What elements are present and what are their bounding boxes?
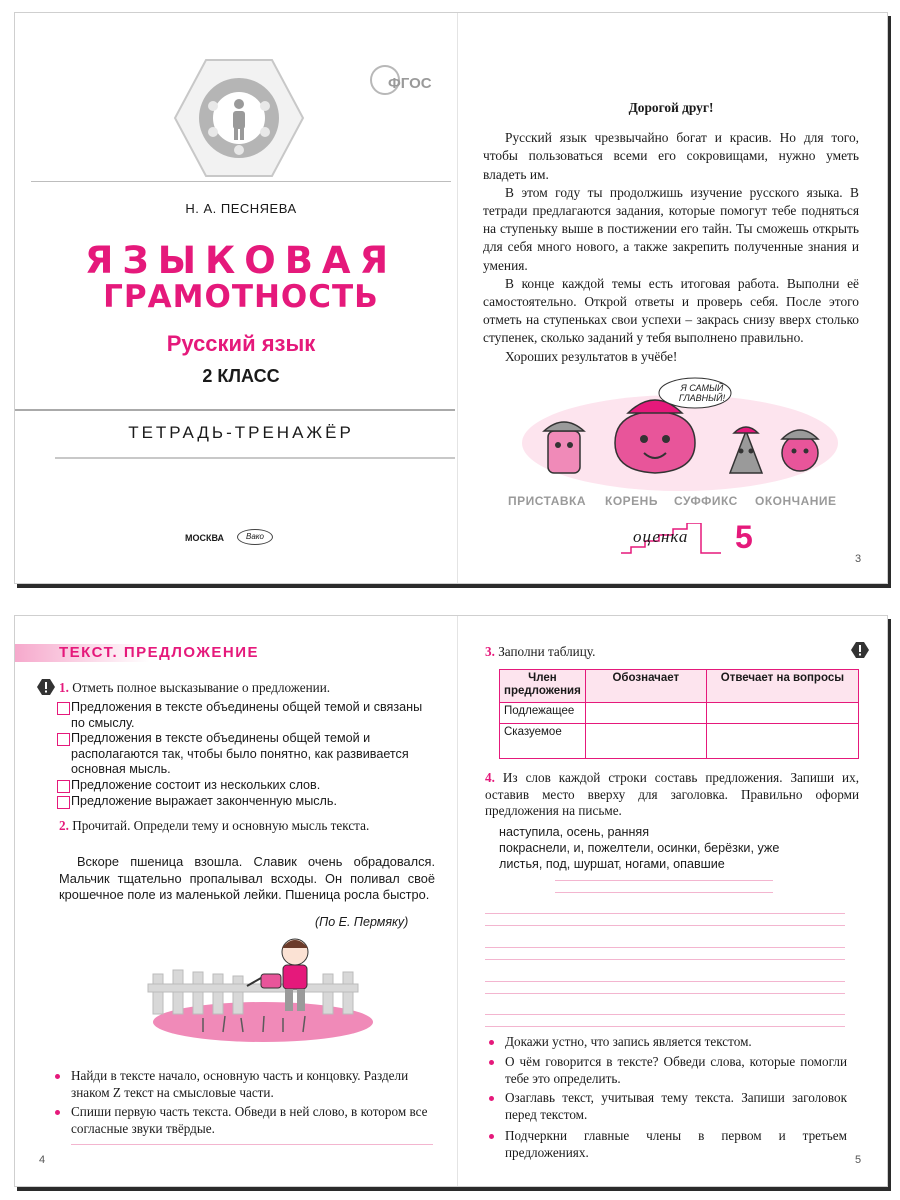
table-header: Обозначает [585,670,706,703]
morpheme-label: КОРЕНЬ [605,494,658,508]
writing-line[interactable] [485,1026,845,1027]
author: Н. А. ПЕСНЯЕВА [185,201,297,216]
task-4 [485,770,859,820]
functional-literacy-logo [173,58,305,178]
word-line: листья, под, шуршат, ногами, опавшие [499,857,725,871]
word-line: наступила, осень, ранняя [499,825,650,839]
fill-in-table [499,669,859,759]
bullet-dot [489,1040,494,1045]
task-text: Из слов каждой строки составь предложения. Запиши их, оставив место вверху для заголовка. Правильно оформи предложения на письме. [485,770,860,818]
instruction-bullet: Озаглавь текст, учитывая тему текста. Запиши заголовок перед текстом. [505,1090,847,1123]
task-number: 1. [59,680,69,695]
writing-line[interactable] [485,959,845,960]
title-line1: ЯЗЫКОВАЯ [84,239,398,282]
important-icon [851,642,869,658]
morpheme-label: ПРИСТАВКА [508,494,587,508]
task-2 [59,818,435,834]
table-cell-input[interactable] [706,724,858,759]
writing-line[interactable] [485,981,845,982]
task-number: 4. [485,770,495,785]
table-cell-input[interactable] [585,724,706,759]
letter-paragraph: В конце каждой темы есть итоговая работа. Выполни её самостоятельно. Открой ответы и проверь себя. После этого отметь на ступеньках свои успехи – закрась снизу вверх столько ступенек, сколько заданий у тебя выполнено правильно. [483,275,859,346]
letter [483,99,859,366]
letter-paragraph: Русский язык чрезвычайно богат и красив. Но для того, чтобы пользоваться всеми его сокровищами, нужно уметь владеть им. [483,130,859,182]
divider [31,181,451,182]
task-1 [59,680,439,696]
word-line: покраснели, и, пожелтели, осинки, берёзки, уже [499,841,780,855]
letter-paragraph: В этом году ты продолжишь изучение русского языка. В тетради предлагаются задания, которые помогут тебе подняться на ступеньку выше в постижении его тайн. Ты сможешь открыть для себя много нового, а также закрепить полученные знания и умения. [483,184,859,273]
table-cell: Подлежащее [500,703,586,724]
morpheme-label: СУФФИКС [674,494,738,508]
answer-option: Предложения в тексте объединены общей темой и располагаются так, чтобы было понятно, как развивается основная мысль. [71,731,409,776]
bullet-dot [55,1074,60,1079]
instruction-bullet: О чём говорится в тексте? Обведи слова, которые помогли тебе это определить. [505,1054,847,1087]
writing-line[interactable] [485,1014,845,1015]
page-number: 4 [39,1154,46,1166]
bullet-dot [489,1096,494,1101]
divider [15,409,455,411]
table-cell-input[interactable] [585,703,706,724]
section-title-bar [15,644,315,662]
writing-line[interactable] [555,892,773,893]
morpheme-label: ОКОНЧАНИЕ [755,494,837,508]
table-row [500,703,859,724]
bullet-dot [489,1060,494,1065]
page-number: 3 [855,553,862,565]
answer-option: Предложения в тексте объединены общей темой и связаны по смыслу. [71,700,423,730]
grade-value: 5 [735,519,753,555]
task-number: 3. [485,644,495,659]
bullet-dot [55,1110,60,1115]
instruction-bullet: Докажи устно, что запись является текстом. [505,1034,847,1051]
table-cell-input[interactable] [706,703,858,724]
writing-line[interactable] [485,947,845,948]
table-header: Член предложения [500,670,586,703]
task-3 [485,644,595,660]
task-text: Отметь полное высказывание о предложении. [72,680,331,695]
speech-bubble: Я САМЫЙ ГЛАВНЫЙ! [678,383,726,403]
task-number: 2. [59,818,69,833]
letter-paragraph: Хороших результатов в учёбе! [505,348,678,364]
answer-option: Предложение выражает законченную мысль. [71,794,337,808]
writing-line[interactable] [555,880,773,881]
instruction-bullet: Подчеркни главные члены в первом и третьем предложениях. [505,1128,847,1161]
answer-checkbox[interactable] [57,702,70,715]
book-type: ТЕТРАДЬ-ТРЕНАЖЁР [128,423,354,442]
publisher-logo: Вако [237,529,273,545]
answer-checkbox[interactable] [57,796,70,809]
answer-option: Предложение состоит из нескольких слов. [71,778,321,792]
answer-checkbox[interactable] [57,780,70,793]
task-text: Заполни таблицу. [498,644,596,659]
section-title: ТЕКСТ. ПРЕДЛОЖЕНИЕ [59,644,260,661]
reading-passage: Вскоре пшеница взошла. Славик очень обрадовался. Мальчик тщательно пропалывал всходы. Он поливал своё крошечное поле из маленькой лейки. Пшеница росла быстро. [59,854,435,902]
publisher-city: МОСКВА [185,533,225,543]
grade-label: оценка [633,527,689,546]
important-icon [37,679,55,695]
task-text: Прочитай. Определи тему и основную мысль текста. [72,818,370,833]
spread-cover [14,12,888,584]
writing-line[interactable] [485,913,845,914]
subject: Русский язык [166,331,316,356]
greeting: Дорогой друг! [628,100,714,115]
fgos-logo: ФГОС [370,65,430,99]
table-cell: Сказуемое [500,724,586,759]
writing-line[interactable] [485,993,845,994]
instruction-bullet: Спиши первую часть текста. Обведи в ней слово, в котором все согласные звуки твёрдые. [71,1104,435,1137]
passage-source: (По Е. Пермяку) [315,915,409,929]
answer-checkbox[interactable] [57,733,70,746]
writing-line[interactable] [485,925,845,926]
bullet-dot [489,1134,494,1139]
page-number: 5 [855,1154,862,1166]
spread-lesson [14,615,888,1187]
instruction-bullet: Найди в тексте начало, основную часть и концовку. Раздели знаком Z текст на смысловые части. [71,1068,435,1101]
table-header: Отвечает на вопросы [706,670,858,703]
boy-watering-illustration [143,934,379,1044]
divider [55,457,455,459]
table-row [500,724,859,759]
writing-line[interactable] [71,1144,433,1145]
page-fold [457,616,458,1186]
grade: 2 КЛАСС [202,366,280,386]
title-line2: ГРАМОТНОСТЬ [103,279,379,315]
